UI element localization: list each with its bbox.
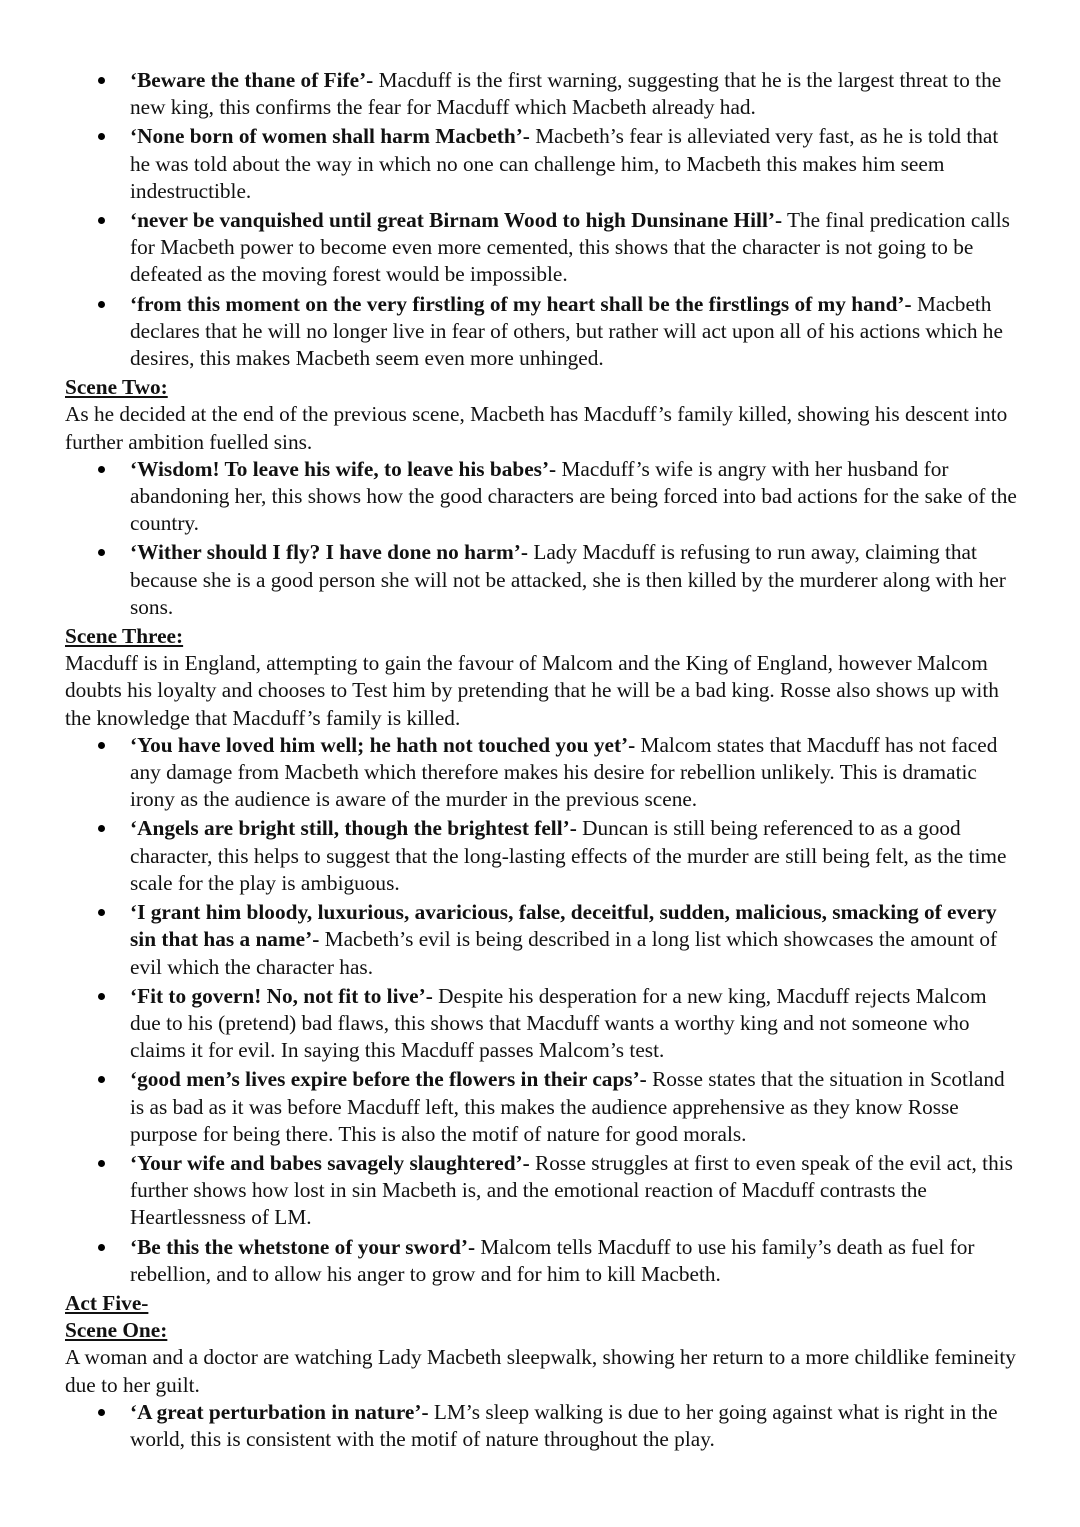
analysis-text: Lady Macduff is refusing to run away, claiming that because she is a good person she will not be attacked, she is then killed by the murderer along with her sons.: [130, 540, 1006, 619]
list-item: [65, 1150, 1020, 1232]
analysis-text: Malcom states that Macduff has not faced any damage from Macbeth which therefore makes his desire for rebellion unlikely. This is dramatic irony as the audience is aware of the murder in the previous scene.: [130, 732, 998, 812]
list-item: [65, 539, 1020, 621]
quote-text: ‘from this moment on the very firstling of my heart shall be the firstlings of my hand’-: [130, 291, 912, 316]
list-item: [65, 123, 1020, 205]
list-item: [65, 1234, 1020, 1288]
analysis-text: Macbeth’s fear is alleviated very fast, as he is told that he was told about the way in which no one can challenge him, to Macbeth this makes him seem indestructible.: [130, 124, 999, 203]
quote-text: ‘Beware the thane of Fife’-: [130, 68, 374, 92]
document-page: [65, 67, 1020, 1455]
list-item: [65, 899, 1020, 981]
scene-summary: Macduff is in England, attempting to gain the favour of Malcom and the King of England, however Malcom doubts his loyalty and chooses to Test him by pretending that he will be a bad king. Rosse also shows up with the knowledge that Macduff’s family is killed.: [65, 651, 999, 730]
bullet-icon: [98, 1160, 105, 1167]
bullet-icon: [98, 301, 105, 308]
list-item: [65, 207, 1020, 289]
bullet-icon: [98, 742, 105, 749]
bullet-icon: [98, 1244, 105, 1251]
scene-summary: As he decided at the end of the previous scene, Macbeth has Macduff’s family killed, showing his descent into further ambition fuelled sins.: [65, 402, 1008, 454]
quote-list: [65, 1399, 1020, 1453]
quote-list: [65, 732, 1020, 1288]
scene-heading: Scene One:: [65, 1318, 168, 1343]
bullet-icon: [98, 1409, 105, 1416]
list-item: [65, 732, 1020, 814]
quote-text: ‘None born of women shall harm Macbeth’-: [130, 124, 530, 149]
list-item: [65, 67, 1020, 121]
bullet-icon: [98, 77, 105, 84]
analysis-text: Duncan is still being referenced to as a good character, this helps to suggest that the long-lasting effects of the murder are still being felt, as the time scale for the play is ambiguous.: [130, 816, 1007, 895]
bullet-icon: [98, 825, 105, 832]
analysis-text: Despite his desperation for a new king, Macduff rejects Malcom due to his (pretend) bad flaws, this shows that Macduff wants a worthy king and not someone who claims it for evil. In saying this Macduff passes Malcom’s test.: [130, 983, 987, 1063]
bullet-icon: [98, 993, 105, 1000]
quote-list: [65, 67, 1020, 372]
act-heading: Act Five-: [65, 1290, 149, 1315]
bullet-icon: [98, 217, 105, 224]
bullet-icon: [98, 909, 105, 916]
bullet-icon: [98, 549, 105, 556]
analysis-text: Rosse struggles at first to even speak of the evil act, this further shows how lost in sin Macbeth is, and the emotional reaction of Macduff contrasts the Heartlessness of LM.: [130, 1150, 1013, 1230]
quote-text: ‘Fit to govern! No, not fit to live’-: [130, 983, 433, 1008]
analysis-text: Macduff is the first warning, suggesting that he is the largest threat to the new king, this confirms the fear for Macduff which Macbeth already had.: [130, 68, 1002, 120]
quote-text: ‘I grant him bloody, luxurious, avaricious, false, deceitful, sudden, malicious, smacking of every sin that has a name’-: [130, 900, 997, 952]
bullet-icon: [98, 1076, 105, 1083]
list-item: [65, 456, 1020, 538]
quote-text: ‘Angels are bright still, though the brightest fell’-: [130, 816, 577, 841]
quote-text: ‘Wither should I fly? I have done no harm’-: [130, 540, 528, 565]
quote-list: [65, 456, 1020, 621]
quote-text: ‘A great perturbation in nature’-: [130, 1399, 429, 1424]
list-item: [65, 815, 1020, 897]
quote-text: ‘Be this the whetstone of your sword’-: [130, 1234, 476, 1259]
analysis-text: Rosse states that the situation in Scotland is as bad as it was before Macduff left, this makes the audience apprehensive as they know Rosse purpose for being there. This is also the motif of nature for good morals.: [130, 1067, 1005, 1146]
bullet-icon: [98, 133, 105, 140]
scene-summary: A woman and a doctor are watching Lady Macbeth sleepwalk, showing her return to a more childlike femineity due to her guilt.: [65, 1345, 1016, 1397]
quote-text: ‘You have loved him well; he hath not touched you yet’-: [130, 732, 636, 757]
bullet-icon: [98, 466, 105, 473]
list-item: [65, 1066, 1020, 1148]
scene-heading: Scene Three:: [65, 624, 184, 649]
analysis-text: The final predication calls for Macbeth power to become even more cemented, this shows that the character is not going to be defeated as the moving forest would be impossible.: [130, 208, 1010, 287]
list-item: [65, 1399, 1020, 1453]
analysis-text: Macbeth declares that he will no longer live in fear of others, but rather will act upon all of his actions which he desires, this makes Macbeth seem even more unhinged.: [130, 291, 1003, 371]
analysis-text: Macbeth’s evil is being described in a long list which showcases the amount of evil which the character has.: [130, 927, 998, 979]
analysis-text: Macduff’s wife is angry with her husband for abandoning her, this shows how the good characters are being forced into bad actions for the sake of the country.: [130, 456, 1017, 536]
analysis-text: LM’s sleep walking is due to her going against what is right in the world, this is consistent with the motif of nature throughout the play.: [130, 1399, 998, 1451]
scene-heading: Scene Two:: [65, 375, 168, 400]
analysis-text: Malcom tells Macduff to use his family’s death as fuel for rebellion, and to allow his anger to grow and for him to kill Macbeth.: [130, 1234, 975, 1286]
list-item: [65, 983, 1020, 1065]
quote-text: ‘never be vanquished until great Birnam Wood to high Dunsinane Hill’-: [130, 208, 783, 233]
list-item: [65, 291, 1020, 373]
quote-text: ‘Your wife and babes savagely slaughtered’-: [130, 1150, 530, 1175]
quote-text: ‘Wisdom! To leave his wife, to leave his babes’-: [130, 456, 557, 481]
quote-text: ‘good men’s lives expire before the flowers in their caps’-: [130, 1067, 647, 1092]
